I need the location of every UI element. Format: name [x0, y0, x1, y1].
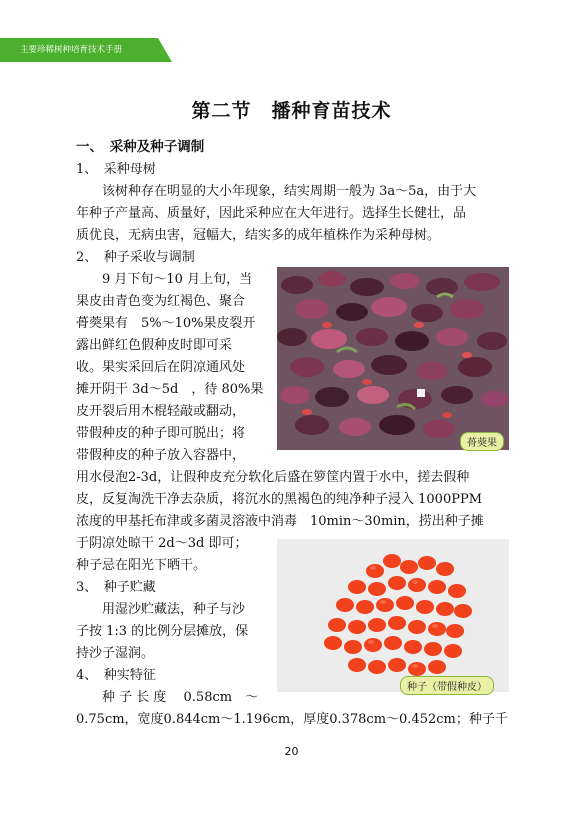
heading-collection: 一、 采种及种子调制: [76, 139, 205, 155]
text-line: 用水侵泡2-3d，让假种皮充分软化后盛在箩筐内置于水中，搓去假种: [76, 470, 470, 485]
text-line: 蓇葖果有 5%～10%果皮裂开: [76, 316, 256, 331]
text-line: 收。果实采回后在阴凉通风处: [76, 360, 246, 375]
subheading-seed-traits: 4、 种实特征: [76, 668, 156, 683]
text-line: 于阴凉处晾干 2d～3d 即可；: [76, 536, 248, 551]
text-line: 质优良，无病虫害，冠幅大，结实多的成年植株作为采种母树。: [76, 228, 441, 243]
text-line: 该树种存在明显的大小年现象，结实周期一般为 3a～5a，由于大: [102, 184, 477, 199]
text-line: 种 子 长 度 0.58cm ～: [102, 690, 259, 705]
text-line: 种子忌在阳光下晒干。: [76, 558, 207, 573]
text-line: 子按 1:3 的比例分层摊放，保: [76, 624, 249, 639]
seed-photo-icon: [277, 539, 509, 692]
subheading-mother-tree: 1、 采种母树: [76, 162, 156, 177]
text-line: 9 月下旬～10 月上旬，当: [102, 272, 253, 287]
text-line: 皮，反复淘洗干净去杂质，将沉水的黑褐色的纯净种子浸入 1000PPM: [76, 492, 483, 507]
figure-caption: 种子（带假种皮）: [400, 676, 494, 695]
text-line: 0.75cm，宽度0.844cm～1.196cm，厚度0.378cm～0.452cm；种子千: [76, 712, 508, 727]
text-line: 持沙子湿润。: [76, 646, 155, 661]
fruit-photo-icon: [277, 267, 509, 450]
section-title: 第二节 播种育苗技术: [191, 100, 392, 122]
subheading-storage: 3、 种子贮藏: [76, 580, 156, 595]
text-line: 年种子产量高、质量好，因此采种应在大年进行。选择生长健壮，品: [76, 206, 467, 221]
subheading-harvest: 2、 种子采收与调制: [76, 250, 195, 265]
text-line: 果皮由青色变为红褐色、聚合: [76, 294, 246, 309]
text-line: 用湿沙贮藏法，种子与沙: [102, 602, 246, 617]
text-line: 浓度的甲基托布津或多菌灵溶液中消毒 10min～30min，捞出种子摊: [76, 514, 484, 529]
text-line: 露出鲜红色假种皮时即可采: [76, 338, 233, 353]
text-line: 皮开裂后用木棍轻敲或翻动，: [76, 404, 246, 419]
figure-caption: 蓇葖果: [460, 432, 504, 451]
text-line: 带假种皮的种子放入容器中，: [76, 448, 246, 463]
page-number: 20: [284, 745, 299, 758]
text-line: 带假种皮的种子即可脱出；将: [76, 426, 246, 441]
running-title: 主要珍稀树种培育技术手册: [20, 45, 123, 55]
text-line: 摊开阴干 3d～5d ，待 80%果: [76, 382, 264, 397]
